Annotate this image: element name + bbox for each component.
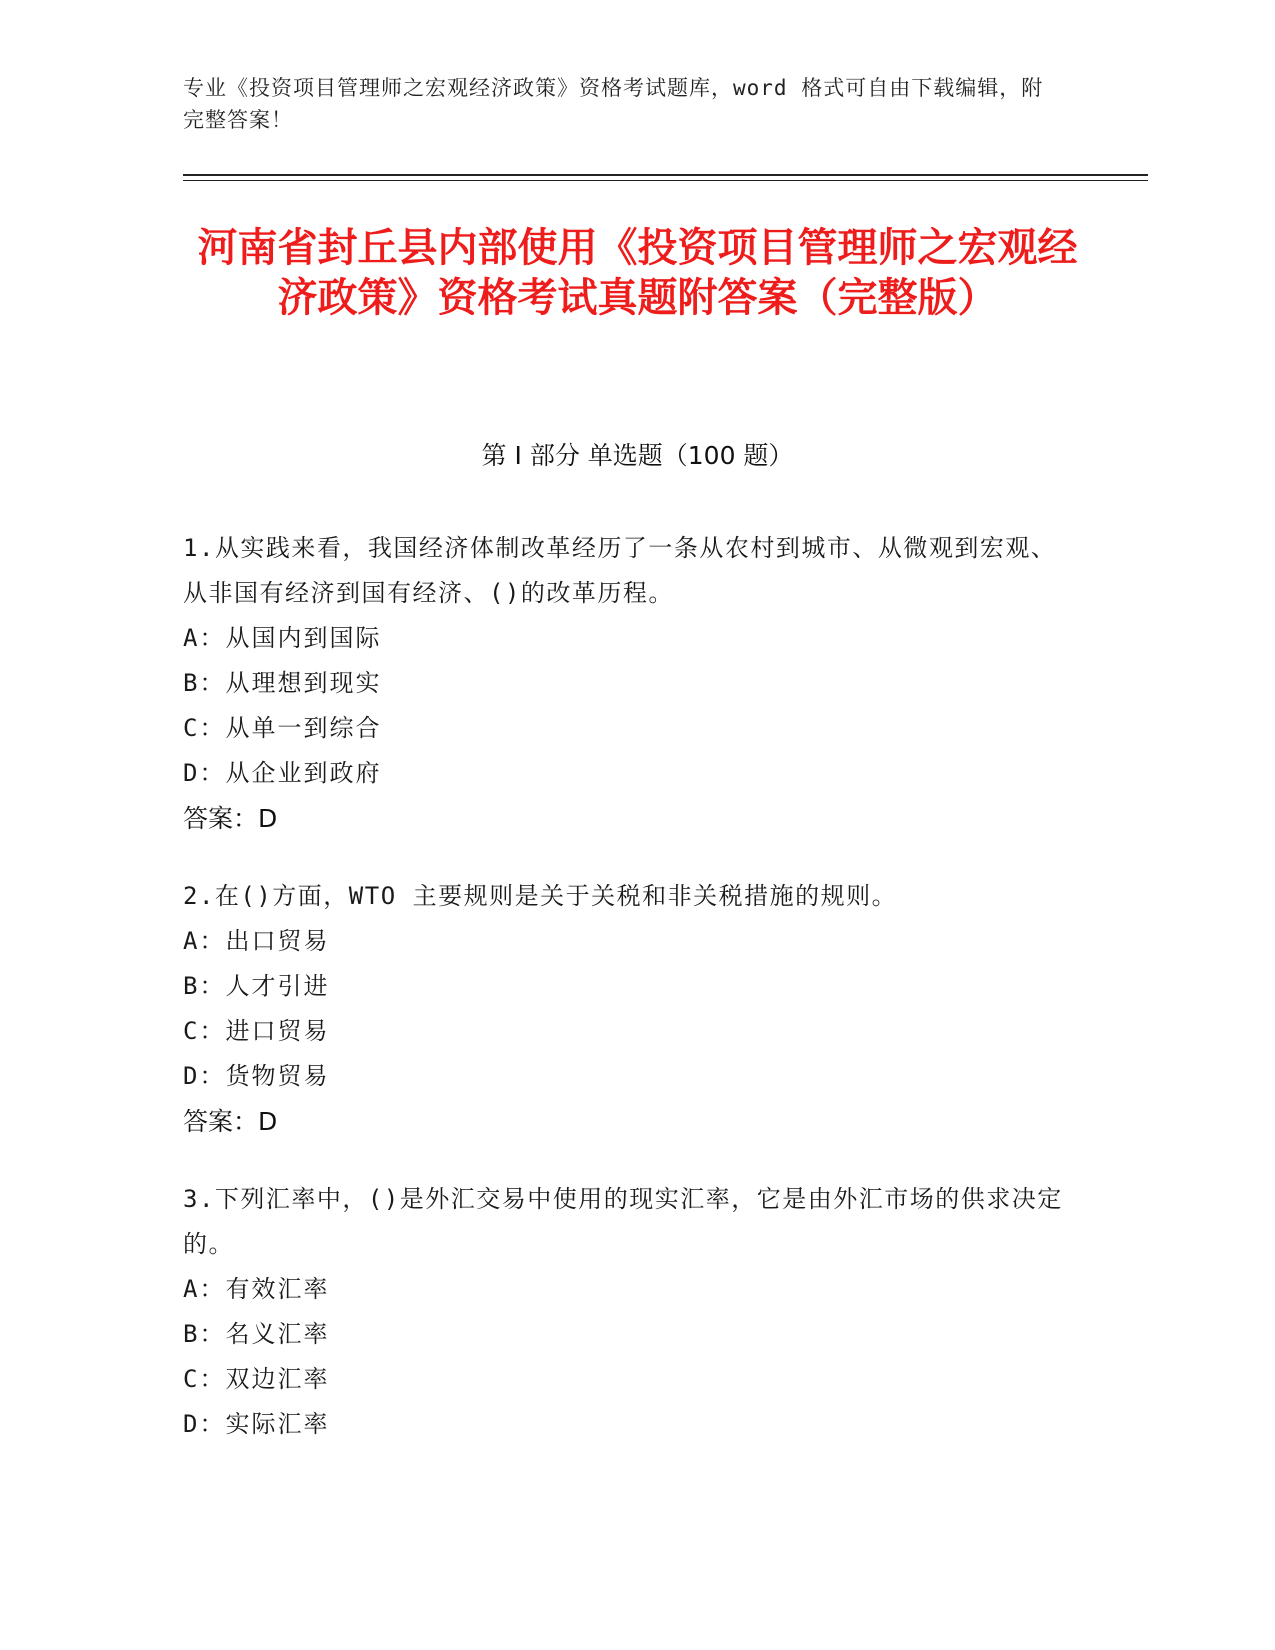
option-b: B：名义汇率 [183,1320,330,1348]
question-stem: 2.在()方面，WTO 主要规则是关于关税和非关税措施的规则。 [183,882,898,910]
header-divider-thin [183,180,1148,181]
document-title: 河南省封丘县内部使用《投资项目管理师之宏观经济政策》资格考试真题附答案（完整版） [197,225,1078,321]
answer-line: 答案：D [183,1107,278,1136]
option-c: C：双边汇率 [183,1365,330,1393]
option-d: D：从企业到政府 [183,759,382,787]
question-list [183,526,1063,1480]
question-stem: 1.从实践来看，我国经济体制改革经历了一条从农村到城市、从微观到宏观、从非国有经济到国有经济、()的改革历程。 [183,534,1057,607]
option-c: C：从单一到综合 [183,714,382,742]
option-b: B：从理想到现实 [183,669,382,697]
option-d: D：实际汇率 [183,1410,330,1438]
question-1 [183,526,1063,841]
answer-line: 答案：D [183,804,278,833]
option-c: C：进口贸易 [183,1017,330,1045]
question-3 [183,1177,1063,1447]
header-divider-thick [183,174,1148,176]
option-a: A：出口贸易 [183,927,330,955]
question-2 [183,874,1063,1144]
question-stem: 3.下列汇率中，()是外汇交易中使用的现实汇率，它是由外汇市场的供求决定的。 [183,1185,1063,1258]
header-note: 专业《投资项目管理师之宏观经济政策》资格考试题库，word 格式可自由下载编辑，附完整答案！ [183,76,1044,132]
option-d: D：货物贸易 [183,1062,330,1090]
section-heading: 第 I 部分 单选题（100 题） [481,441,794,470]
option-b: B：人才引进 [183,972,330,1000]
option-a: A：从国内到国际 [183,624,382,652]
option-a: A：有效汇率 [183,1275,330,1303]
